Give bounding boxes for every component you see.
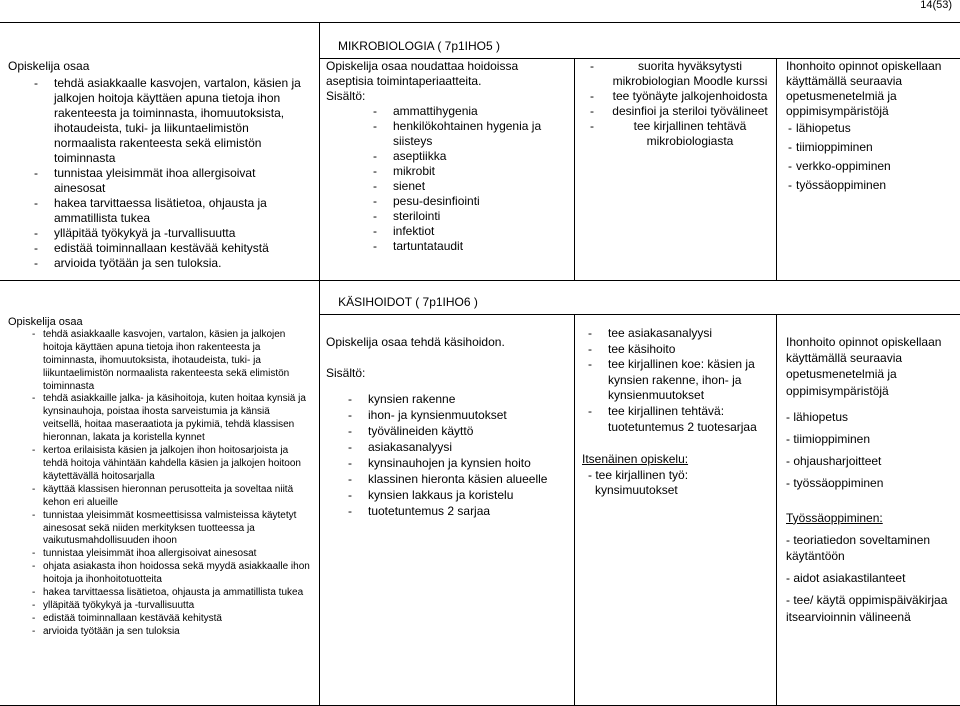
- list-item: - desinfioi ja steriloi työvälineet: [588, 104, 770, 119]
- list-item: - tee/ käytä oppimispäiväkirjaa itsearvioinnin välineenä: [786, 593, 948, 624]
- list-item: - tee kirjallinen tehtävä mikrobiologiasta: [588, 119, 770, 149]
- list-item: - kertoa erilaisista käsien ja jalkojen ihon hoitosarjoista ja tehdä hoitoja vähintään kahdella käsien ja jalkojen hoitoon käytettävällä hoitosarjalla: [30, 445, 310, 484]
- list-item: - sienet: [371, 179, 568, 194]
- outcomes-title: Opiskelija osaa: [8, 59, 90, 73]
- list-item: - tee käsihoito: [586, 342, 772, 358]
- list-item: - ohjata asiakasta ihon hoidossa sekä myydä asiakkaalle ihon hoitoja ja ihonhoitotuotteita: [30, 561, 310, 587]
- list-item: - ylläpitää työkykyä ja -turvallisuutta: [32, 226, 310, 241]
- list-item: - mikrobit: [371, 164, 568, 179]
- content-intro: Opiskelija osaa noudattaa hoidoissa aseptisia toimintaperiaatteita.: [326, 59, 519, 88]
- work-learning-list: [786, 532, 958, 625]
- list-item: - henkilökohtainen hygenia ja siisteys: [371, 119, 568, 149]
- content-cell: [326, 59, 568, 254]
- outcomes-title: Opiskelija osaa: [8, 316, 83, 328]
- content-list: [326, 391, 568, 519]
- outcomes-list: [8, 76, 310, 271]
- list-item: - aseptiikka: [371, 149, 568, 164]
- column-divider-3b: [776, 314, 777, 706]
- learning-outcomes-cell: [8, 59, 310, 271]
- list-item: - pesu-desinfiointi: [371, 194, 568, 209]
- list-item: - edistää toiminnallaan kestävää kehitystä: [32, 241, 310, 256]
- content-label: Sisältö:: [326, 89, 366, 103]
- learning-outcomes-cell: [8, 316, 310, 639]
- assessment-cell: [582, 326, 772, 499]
- list-item: - tunnistaa yleisimmät ihoa allergisoivat ainesosat: [30, 548, 310, 561]
- methods-list: [786, 121, 958, 193]
- independent-item: - tee kirjallinen työ:: [588, 467, 689, 482]
- outcomes-list: [8, 329, 310, 639]
- list-item: - asiakasanalyysi: [346, 439, 568, 455]
- list-item: - ylläpitää työkykyä ja -turvallisuutta: [30, 600, 310, 613]
- assessment-list: [582, 59, 770, 149]
- list-item: - sterilointi: [371, 209, 568, 224]
- header-underline-2: [319, 314, 960, 315]
- column-divider-1: [319, 22, 320, 706]
- list-item: - käyttää klassisen hieronnan perusotteita ja soveltaa niitä kehon eri alueille: [30, 484, 310, 510]
- list-item: - työvälineiden käyttö: [346, 423, 568, 439]
- list-item: - hakea tarvittaessa lisätietoa, ohjausta ja ammatillista tukea: [30, 587, 310, 600]
- list-item: - ohjausharjoitteet: [786, 454, 882, 469]
- independent-study-label: Itsenäinen opiskelu:: [582, 452, 689, 467]
- column-divider-3: [776, 58, 777, 280]
- methods-list: [786, 409, 958, 492]
- list-item: - ihon- ja kynsienmuutokset: [346, 407, 568, 423]
- list-item: - lähiopetus: [786, 409, 849, 424]
- list-item: - tartuntataudit: [371, 239, 568, 254]
- list-item: - verkko-oppiminen: [786, 159, 958, 174]
- list-item: - työssäoppiminen: [786, 178, 958, 193]
- page-number: 14(53): [920, 0, 952, 11]
- list-item: - tiimioppiminen: [786, 432, 871, 447]
- list-item: - ammattihygenia: [371, 104, 568, 119]
- list-item: - tehdä asiakkaille jalka- ja käsihoitoja, kuten hoitaa kynsiä ja kynsinauhoja, poistaa ihosta sarveistumia ja känsiä veitsellä, hoitaa maseraatiota ja pykimiä, tehdä klassisen hieronnan, lakata ja koristella kynnet: [30, 393, 310, 445]
- assessment-list: [582, 326, 772, 435]
- module-header-mikrobiologia: MIKROBIOLOGIA ( 7p1IHO5 ): [337, 39, 501, 53]
- content-label: Sisältö:: [326, 366, 366, 380]
- list-item: - tee työnäyte jalkojenhoidosta: [588, 89, 770, 104]
- table-border-top: [0, 22, 960, 23]
- column-divider-2b: [574, 314, 575, 706]
- column-divider-2: [574, 58, 575, 280]
- list-item: - tee kirjallinen koe: käsien ja kynsien rakenne, ihon- ja kynsienmuutokset: [586, 357, 772, 404]
- content-cell: [326, 334, 568, 519]
- list-item: - hakea tarvittaessa lisätietoa, ohjausta ja ammatillista tukea: [32, 196, 310, 226]
- list-item: - työssäoppiminen: [786, 476, 884, 491]
- content-intro: Opiskelija osaa tehdä käsihoidon.: [326, 335, 505, 349]
- methods-cell: [786, 59, 958, 193]
- list-item: - lähiopetus: [786, 121, 958, 136]
- list-item: - tiimioppiminen: [786, 140, 958, 155]
- list-item: - tehdä asiakkaalle kasvojen, vartalon, käsien ja jalkojen hoitoja käyttäen apuna tietoja ihon rakenteesta ja toiminnasta, ihomuutoksista, ihotaudeista, tuki- ja liikuntaelimistön normaalista rakenteesta sekä elimistön toiminnasta: [32, 76, 310, 166]
- list-item: - tehdä asiakkaalle kasvojen, vartalon, käsien ja jalkojen hoitoja käyttäen apuna tietoja ihon rakenteesta ja toiminnasta, ihomuutoksista, ihotaudeista, tuki- ja liikuntaelimistön normaalista rakenteesta sekä elimistön toiminnasta: [30, 329, 310, 394]
- content-list: [326, 104, 568, 254]
- list-item: - suorita hyväksytysti mikrobiologian Moodle kurssi: [588, 59, 770, 89]
- list-item: - kynsien lakkaus ja koristelu: [346, 487, 568, 503]
- methods-cell: [786, 334, 958, 625]
- list-item: - arvioida työtään ja sen tuloksia.: [32, 256, 310, 271]
- list-item: - tuotetuntemus 2 sarjaa: [346, 503, 568, 519]
- list-item: - tunnistaa yleisimmät kosmeettisissa valmisteissa käytetyt ainesosat sekä niiden merkityksen tuotteessa ja vaikutusmahdollisuuden ihoon: [30, 510, 310, 549]
- module-header-kasihoidot: KÄSIHOIDOT ( 7p1IHO6 ): [338, 295, 478, 309]
- assessment-cell: [582, 59, 770, 149]
- list-item: - infektiot: [371, 224, 568, 239]
- list-item: - edistää toiminnallaan kestävää kehitystä: [30, 613, 310, 626]
- list-item: - kynsinauhojen ja kynsien hoito: [346, 455, 568, 471]
- list-item: - aidot asiakastilanteet: [786, 571, 906, 586]
- list-item: - tee asiakasanalyysi: [586, 326, 772, 342]
- independent-item: kynsimuutokset: [595, 483, 678, 498]
- methods-intro: Ihonhoito opinnot opiskellaan käyttämällä seuraavia opetusmenetelmiä ja oppimisympäristöjä: [786, 335, 942, 398]
- list-item: - kynsien rakenne: [346, 391, 568, 407]
- list-item: - tunnistaa yleisimmät ihoa allergisoivat ainesosat: [32, 166, 310, 196]
- work-learning-label: Työssäoppiminen:: [786, 510, 883, 525]
- list-item: - arvioida työtään ja sen tuloksia: [30, 626, 310, 639]
- list-item: - tee kirjallinen tehtävä: tuotetuntemus 2 tuotesarjaa: [586, 404, 772, 435]
- methods-intro: Ihonhoito opinnot opiskellaan käyttämällä seuraavia opetusmenetelmiä ja oppimisympäristöjä: [786, 59, 942, 118]
- list-item: - klassinen hieronta käsien alueelle: [346, 471, 568, 487]
- row-divider: [0, 280, 960, 281]
- list-item: - teoriatiedon soveltaminen käytäntöön: [786, 532, 931, 564]
